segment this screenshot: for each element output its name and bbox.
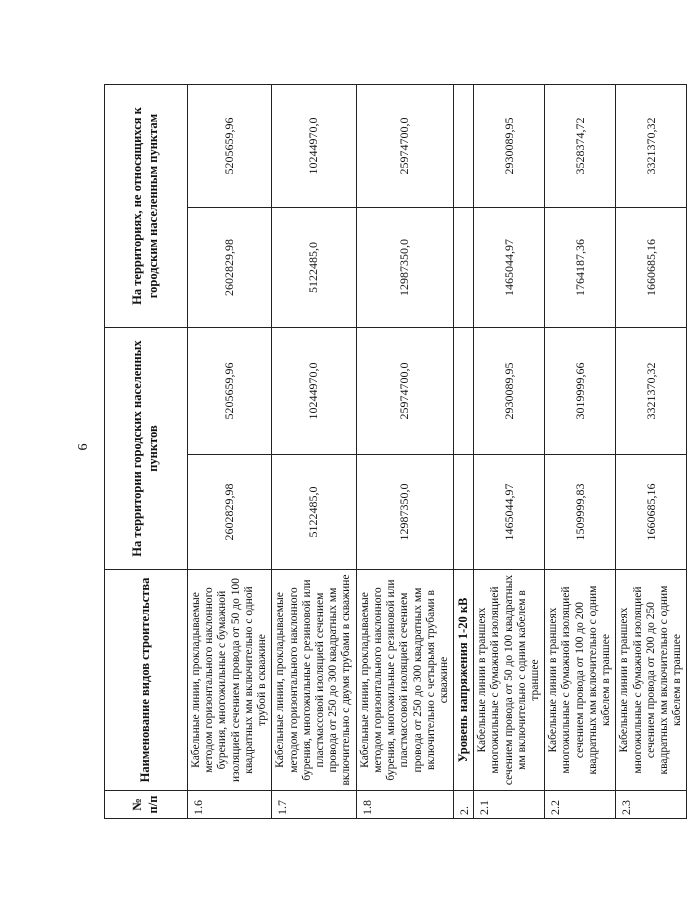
header-nonurban: На территориях, не относящихся к городским населенным пунктам: [105, 85, 188, 328]
urban-value-1: 12987350,0: [356, 455, 454, 570]
urban-value-1: 2602829,98: [188, 455, 272, 570]
row-number: 2.1: [474, 791, 545, 819]
section-row: [454, 85, 474, 819]
urban-value-1: 1509999,83: [545, 455, 616, 570]
empty-cell: [454, 328, 474, 455]
nonurban-value-2: 10244970,0: [272, 85, 356, 208]
row-number: 1.7: [272, 791, 356, 819]
urban-value-2: 3321370,32: [616, 328, 687, 455]
row-description: Кабельные линии, прокладываемые методом горизонтального наклонного бурения, многожильные с резиновой или пластмассовой изоляцией сечением провода от 250 до 300 квадратных мм включительно с четырьмя трубами в скважине: [356, 570, 454, 791]
nonurban-value-2: 25974700,0: [356, 85, 454, 208]
nonurban-value-1: 1660685,16: [616, 208, 687, 328]
row-description: Кабельные линии в траншеях многожильные с бумажной изоляцией сечением провода от 50 до 100 квадратных мм включительно с одним кабелем в траншее: [474, 570, 545, 791]
nonurban-value-2: 3321370,32: [616, 85, 687, 208]
nonurban-value-1: 2602829,98: [188, 208, 272, 328]
table-row: [188, 85, 272, 819]
page-number: 6: [76, 443, 91, 451]
empty-cell: [454, 208, 474, 328]
table-row: [616, 85, 687, 819]
section-number: 2.: [454, 791, 474, 819]
nonurban-value-1: 5122485,0: [272, 208, 356, 328]
urban-value-2: 25974700,0: [356, 328, 454, 455]
empty-cell: [454, 85, 474, 208]
urban-value-2: 5205659,96: [188, 328, 272, 455]
table-row: [272, 85, 356, 819]
row-description: Кабельные линии, прокладываемые методом горизонтального наклонного бурения, многожильные с резиновой или пластмассовой изоляцией сечением провода от 250 до 300 квадратных мм включительно с двумя трубами в скважине: [272, 570, 356, 791]
row-number: 1.6: [188, 791, 272, 819]
urban-value-2: 2930089,95: [474, 328, 545, 455]
row-number: 2.2: [545, 791, 616, 819]
empty-cell: [454, 455, 474, 570]
nonurban-value-2: 2930089,95: [474, 85, 545, 208]
row-number: 2.3: [616, 791, 687, 819]
table-row: [474, 85, 545, 819]
section-title: Уровень напряжения 1-20 кВ: [454, 570, 474, 791]
nonurban-value-1: 1465044,97: [474, 208, 545, 328]
urban-value-1: 1660685,16: [616, 455, 687, 570]
urban-value-2: 10244970,0: [272, 328, 356, 455]
row-number: 1.8: [356, 791, 454, 819]
header-num: № п/п: [105, 791, 188, 819]
urban-value-1: 5122485,0: [272, 455, 356, 570]
row-description: Кабельные линии в траншеях многожильные с бумажной изоляцией сечением провода от 200 до 250 квадратных мм включительно с одним кабелем в траншее: [616, 570, 687, 791]
urban-value-1: 1465044,97: [474, 455, 545, 570]
table-row: [356, 85, 454, 819]
nonurban-value-2: 3528374,72: [545, 85, 616, 208]
row-description: Кабельные линии в траншеях многожильные с бумажной изоляцией сечением провода от 100 до 200 квадратных мм включительно с одним кабелем в траншее: [545, 570, 616, 791]
rotated-table-container: [104, 85, 684, 819]
header-name: Наименование видов строительства: [105, 570, 188, 791]
nonurban-value-1: 1764187,36: [545, 208, 616, 328]
urban-value-2: 3019999,66: [545, 328, 616, 455]
nonurban-value-1: 12987350,0: [356, 208, 454, 328]
construction-cost-table: [104, 84, 687, 819]
header-urban: На территории городских населенных пунктов: [105, 328, 188, 570]
table-row: [545, 85, 616, 819]
nonurban-value-2: 5205659,96: [188, 85, 272, 208]
row-description: Кабельные линии, прокладываемые методом горизонтального наклонного бурения, многожильные с бумажной изоляцией сечением провода от 50 до 100 квадратных мм включительно с одной трубой в скважине: [188, 570, 272, 791]
table-header-row: [105, 85, 188, 819]
